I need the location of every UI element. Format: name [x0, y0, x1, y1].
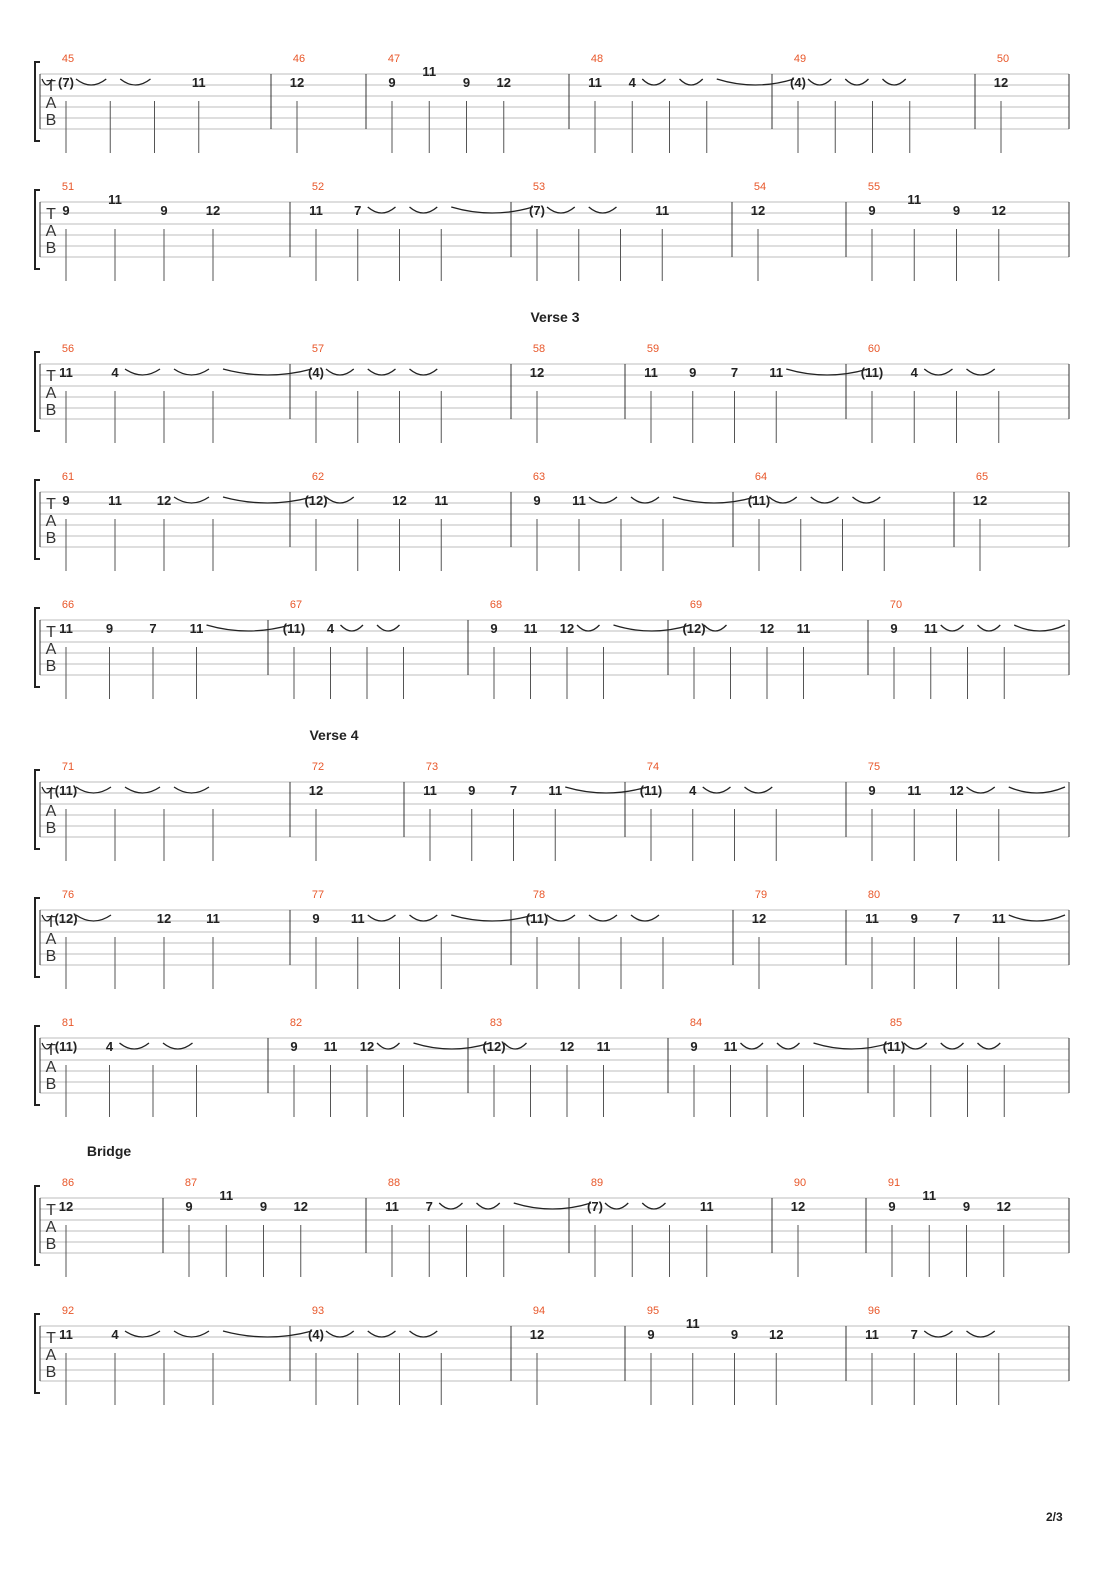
tie-arc — [605, 1203, 628, 1209]
tie-arc — [174, 369, 209, 375]
fret-number: 4 — [628, 75, 636, 90]
measure-number: 92 — [61, 1305, 75, 1317]
measure-number: 90 — [793, 1177, 807, 1189]
page-number: 2/3 — [1046, 1510, 1063, 1524]
fret-number: 11 — [434, 493, 449, 508]
fret-number: 11 — [108, 493, 122, 508]
fret-number: 11 — [655, 203, 670, 218]
tie-arc — [125, 787, 160, 793]
tie-arc — [547, 915, 575, 921]
measure-number: 77 — [311, 889, 325, 901]
system-bracket — [35, 190, 40, 269]
fret-number: (4) — [790, 75, 806, 90]
fret-number: (11) — [282, 621, 306, 636]
fret-number: (12) — [304, 493, 328, 508]
system-bracket — [35, 352, 40, 431]
measure-number: 75 — [867, 761, 881, 773]
tie-arc — [703, 787, 731, 793]
measure-number: 63 — [532, 471, 546, 483]
fret-number: 9 — [312, 911, 320, 926]
fret-number: (11) — [860, 365, 884, 380]
tie-arc — [814, 1043, 891, 1049]
fret-number: 11 — [206, 911, 220, 926]
fret-number: 12 — [790, 1199, 806, 1214]
tab-clef-letter: T — [46, 368, 56, 385]
tie-arc — [326, 369, 354, 375]
tie-arc — [368, 207, 396, 213]
fret-number: 12 — [751, 911, 767, 926]
measure-number: 51 — [61, 181, 75, 193]
tie-arc — [717, 79, 794, 85]
tie-arc — [377, 1043, 400, 1049]
measure-number: 89 — [590, 1177, 604, 1189]
fret-number: 9 — [388, 75, 396, 90]
fret-number: 7 — [509, 783, 518, 798]
fret-number: 12 — [392, 493, 407, 508]
tab-clef-letter: B — [45, 530, 57, 547]
tab-clef-letter: T — [46, 1330, 56, 1347]
tie-arc — [777, 1043, 800, 1049]
tab-clef-letter: T — [46, 78, 56, 95]
tie-arc — [326, 1331, 354, 1337]
fret-number: 9 — [647, 1327, 655, 1342]
fret-number: 4 — [326, 621, 335, 636]
tab-clef-letter: T — [46, 206, 56, 223]
tie-arc — [439, 1203, 462, 1209]
fret-number: 11 — [865, 911, 879, 926]
measure-number: 71 — [61, 761, 75, 773]
tab-clef-letter: A — [45, 223, 57, 240]
tie-arc — [941, 625, 964, 631]
measure-number: 88 — [387, 1177, 401, 1189]
tie-arc — [978, 625, 1001, 631]
tie-arc — [642, 1203, 665, 1209]
tab-clef-letter: B — [45, 240, 57, 257]
fret-number: 11 — [59, 621, 73, 636]
tie-arc — [1009, 787, 1065, 793]
tie-arc — [614, 625, 691, 631]
tie-arc — [414, 1043, 491, 1049]
measure-number: 64 — [754, 471, 768, 483]
fret-number: (12) — [482, 1039, 506, 1054]
measure-number: 79 — [754, 889, 768, 901]
tie-arc — [631, 915, 659, 921]
tie-arc — [76, 915, 111, 921]
fret-number: (11) — [639, 783, 663, 798]
system-bracket — [35, 62, 40, 141]
fret-number: 11 — [907, 783, 922, 798]
measure-number: 95 — [646, 1305, 660, 1317]
fret-number: 7 — [952, 911, 961, 926]
fret-number: 9 — [185, 1199, 193, 1214]
measure-number: 85 — [889, 1017, 903, 1029]
tie-arc — [808, 79, 831, 85]
measure-number: 54 — [753, 181, 767, 193]
fret-number: 9 — [888, 1199, 896, 1214]
fret-number: 11 — [59, 1327, 73, 1342]
tie-arc — [967, 369, 995, 375]
section-label: Verse 4 — [309, 727, 359, 743]
fret-number: 11 — [644, 365, 658, 380]
tie-arc — [451, 207, 533, 213]
system-bracket — [35, 480, 40, 559]
measure-number: 46 — [292, 53, 306, 65]
system-bracket — [35, 608, 40, 687]
tab-clef-letter: T — [46, 914, 56, 931]
fret-number: 12 — [750, 203, 766, 218]
tie-arc — [174, 1331, 209, 1337]
measure-number: 52 — [311, 181, 325, 193]
tab-clef-letter: A — [45, 1347, 57, 1364]
fret-number: (12) — [682, 621, 706, 636]
fret-number: 11 — [723, 1039, 738, 1054]
fret-number: 4 — [910, 365, 918, 380]
tie-arc — [845, 79, 868, 85]
tie-arc — [642, 79, 665, 85]
tab-clef-letter: T — [46, 1042, 56, 1059]
tie-arc — [174, 497, 209, 503]
fret-number: (4) — [308, 1327, 324, 1342]
tie-arc — [589, 207, 617, 213]
fret-number: 9 — [868, 203, 876, 218]
fret-number: (11) — [747, 493, 771, 508]
section-label: Bridge — [86, 1143, 132, 1159]
tie-arc — [368, 1331, 396, 1337]
measure-number: 96 — [867, 1305, 881, 1317]
tie-arc — [547, 207, 575, 213]
tie-arc — [223, 497, 312, 503]
tie-arc — [223, 369, 312, 375]
fret-number: 12 — [529, 1327, 545, 1342]
fret-number: (7) — [529, 203, 545, 218]
measure-number: 53 — [532, 181, 546, 193]
fret-number: (11) — [882, 1039, 906, 1054]
tie-arc — [514, 1203, 591, 1209]
tie-arc — [811, 497, 839, 503]
fret-number: 12 — [559, 621, 575, 636]
tie-arc — [967, 1331, 995, 1337]
fret-number: 4 — [689, 783, 697, 798]
tab-clef-letter: A — [45, 1059, 57, 1076]
measure-number: 47 — [387, 53, 401, 65]
tab-clef-letter: A — [45, 641, 57, 658]
fret-number: 9 — [490, 621, 498, 636]
tab-clef-letter: A — [45, 1219, 57, 1236]
fret-number: (11) — [54, 1039, 78, 1054]
system-bracket — [35, 1314, 40, 1393]
tie-arc — [341, 625, 364, 631]
fret-number: (12) — [54, 911, 78, 926]
fret-number: 9 — [952, 203, 961, 218]
tie-arc — [368, 369, 396, 375]
fret-number: (7) — [58, 75, 74, 90]
fret-number: 11 — [572, 493, 586, 508]
tie-arc — [76, 79, 106, 85]
tab-clef-letter: A — [45, 803, 57, 820]
fret-number: 12 — [205, 203, 221, 218]
tab-clef-letter: A — [45, 95, 57, 112]
tie-arc — [565, 787, 647, 793]
fret-number: 11 — [422, 64, 437, 79]
tie-arc — [125, 1331, 160, 1337]
fret-number: 11 — [699, 1199, 714, 1214]
tie-arc — [577, 625, 600, 631]
tie-arc — [120, 1043, 150, 1049]
tie-arc — [410, 1331, 438, 1337]
measure-number: 67 — [289, 599, 303, 611]
fret-number: 9 — [890, 621, 898, 636]
measure-number: 57 — [311, 343, 325, 355]
tab-clef-letter: A — [45, 385, 57, 402]
tie-arc — [377, 625, 400, 631]
fret-number: 9 — [533, 493, 541, 508]
fret-number: 12 — [293, 1199, 308, 1214]
fret-number: 11 — [309, 203, 323, 218]
fret-number: 4 — [105, 1039, 114, 1054]
tie-arc — [207, 625, 291, 631]
fret-number: 9 — [290, 1039, 298, 1054]
fret-number: 12 — [996, 1199, 1011, 1214]
measure-number: 74 — [646, 761, 660, 773]
fret-number: 11 — [219, 1188, 234, 1203]
tab-clef-letter: B — [45, 1364, 57, 1381]
system-bracket — [35, 898, 40, 977]
tie-arc — [883, 79, 906, 85]
fret-number: (11) — [54, 783, 78, 798]
tab-clef-letter: B — [45, 658, 57, 675]
measure-number: 69 — [689, 599, 703, 611]
measure-number: 50 — [996, 53, 1010, 65]
measure-number: 55 — [867, 181, 881, 193]
fret-number: 11 — [923, 621, 938, 636]
tie-arc — [223, 1331, 312, 1337]
fret-number: 9 — [868, 783, 876, 798]
tie-arc — [120, 79, 150, 85]
fret-number: 9 — [690, 1039, 698, 1054]
fret-number: 11 — [350, 911, 365, 926]
fret-number: 11 — [596, 1039, 611, 1054]
tab-clef-letter: B — [45, 948, 57, 965]
tie-arc — [631, 497, 659, 503]
system-bracket — [35, 1026, 40, 1105]
measure-number: 83 — [489, 1017, 503, 1029]
tie-arc — [504, 1043, 527, 1049]
tab-clef-letter: T — [46, 1202, 56, 1219]
tab-clef-letter: B — [45, 820, 57, 837]
tab-clef-letter: A — [45, 513, 57, 530]
fret-number: 11 — [385, 1199, 399, 1214]
fret-number: 12 — [991, 203, 1006, 218]
fret-number: 7 — [149, 621, 157, 636]
fret-number: 12 — [156, 493, 172, 508]
fret-number: 12 — [289, 75, 305, 90]
fret-number: 4 — [111, 1327, 119, 1342]
fret-number: 11 — [323, 1039, 338, 1054]
tie-arc — [741, 1043, 764, 1049]
fret-number: 12 — [759, 621, 775, 636]
measure-number: 72 — [311, 761, 325, 773]
fret-number: 7 — [354, 203, 362, 218]
tie-arc — [680, 79, 703, 85]
measure-number: 62 — [311, 471, 325, 483]
fret-number: 11 — [588, 75, 602, 90]
fret-number: 11 — [523, 621, 538, 636]
measure-number: 45 — [61, 53, 75, 65]
measure-number: 81 — [61, 1017, 75, 1029]
tie-arc — [924, 369, 952, 375]
tab-clef-letter: T — [46, 624, 56, 641]
tie-arc — [1014, 625, 1065, 631]
tie-arc — [368, 915, 396, 921]
fret-number: 11 — [191, 75, 206, 90]
fret-number: 12 — [58, 1199, 74, 1214]
tie-arc — [410, 207, 438, 213]
measure-number: 91 — [887, 1177, 901, 1189]
system-bracket — [35, 1186, 40, 1265]
fret-number: 11 — [685, 1316, 700, 1331]
measure-number: 49 — [793, 53, 807, 65]
tie-arc — [589, 915, 617, 921]
fret-number: 9 — [730, 1327, 739, 1342]
measure-number: 59 — [646, 343, 660, 355]
fret-number: 9 — [462, 75, 471, 90]
tab-clef-letter: B — [45, 1076, 57, 1093]
measure-number: 56 — [61, 343, 75, 355]
measure-number: 87 — [184, 1177, 198, 1189]
tie-arc — [589, 497, 617, 503]
measure-number: 61 — [61, 471, 75, 483]
tie-arc — [410, 915, 438, 921]
fret-number: 9 — [468, 783, 476, 798]
tie-arc — [853, 497, 881, 503]
fret-number: 9 — [62, 493, 70, 508]
tab-clef-letter: B — [45, 402, 57, 419]
measure-number: 76 — [61, 889, 75, 901]
measure-number: 82 — [289, 1017, 303, 1029]
tie-arc — [410, 369, 438, 375]
measure-number: 58 — [532, 343, 546, 355]
tab-clef-letter: T — [46, 496, 56, 513]
fret-number: 11 — [922, 1188, 937, 1203]
fret-number: 9 — [962, 1199, 971, 1214]
fret-number: 12 — [949, 783, 964, 798]
measure-number: 65 — [975, 471, 989, 483]
fret-number: 11 — [907, 192, 922, 207]
fret-number: 11 — [59, 365, 73, 380]
tie-arc — [477, 1203, 500, 1209]
tie-arc — [125, 369, 160, 375]
fret-number: 11 — [423, 783, 437, 798]
tie-arc — [163, 1043, 193, 1049]
fret-number: 12 — [972, 493, 988, 508]
tie-arc — [941, 1043, 964, 1049]
measure-number: 70 — [889, 599, 903, 611]
fret-number: 12 — [496, 75, 511, 90]
measure-number: 94 — [532, 1305, 546, 1317]
tie-arc — [745, 787, 773, 793]
fret-number: 7 — [910, 1327, 918, 1342]
fret-number: 9 — [105, 621, 114, 636]
fret-number: 11 — [189, 621, 204, 636]
fret-number: 11 — [108, 192, 122, 207]
measure-number: 48 — [590, 53, 604, 65]
fret-number: 11 — [796, 621, 811, 636]
fret-number: 11 — [769, 365, 784, 380]
fret-number: 12 — [529, 365, 545, 380]
fret-number: 7 — [730, 365, 739, 380]
tie-arc — [673, 497, 755, 503]
tie-arc — [704, 625, 727, 631]
measure-number: 60 — [867, 343, 881, 355]
fret-number: 9 — [689, 365, 697, 380]
system-bracket — [35, 770, 40, 849]
tab-clef-letter: B — [45, 1236, 57, 1253]
tie-arc — [978, 1043, 1001, 1049]
tie-arc — [326, 497, 354, 503]
tie-arc — [786, 369, 868, 375]
measure-number: 86 — [61, 1177, 75, 1189]
fret-number: 4 — [111, 365, 119, 380]
section-label: Verse 3 — [530, 309, 580, 325]
fret-number: 9 — [160, 203, 168, 218]
tie-arc — [769, 497, 797, 503]
measure-number: 93 — [311, 1305, 325, 1317]
tie-arc — [451, 915, 533, 921]
fret-number: 11 — [865, 1327, 879, 1342]
tie-arc — [904, 1043, 927, 1049]
fret-number: (11) — [525, 911, 549, 926]
measure-number: 84 — [689, 1017, 703, 1029]
fret-number: 7 — [425, 1199, 433, 1214]
measure-number: 78 — [532, 889, 546, 901]
tie-arc — [76, 787, 111, 793]
measure-number: 80 — [867, 889, 881, 901]
fret-number: 11 — [548, 783, 563, 798]
fret-number: 9 — [259, 1199, 268, 1214]
tie-arc — [174, 787, 209, 793]
fret-number: (7) — [587, 1199, 603, 1214]
fret-number: (4) — [308, 365, 324, 380]
fret-number: 9 — [910, 911, 918, 926]
tab-clef-letter: T — [46, 786, 56, 803]
measure-number: 73 — [425, 761, 439, 773]
tie-arc — [967, 787, 995, 793]
tie-arc — [924, 1331, 952, 1337]
fret-number: 12 — [308, 783, 324, 798]
measure-number: 68 — [489, 599, 503, 611]
fret-number: 11 — [991, 911, 1006, 926]
fret-number: 12 — [359, 1039, 375, 1054]
measure-number: 66 — [61, 599, 75, 611]
tab-clef-letter: B — [45, 112, 57, 129]
tab-clef-letter: A — [45, 931, 57, 948]
fret-number: 12 — [559, 1039, 575, 1054]
tie-arc — [1009, 915, 1065, 921]
fret-number: 12 — [993, 75, 1009, 90]
fret-number: 12 — [156, 911, 172, 926]
fret-number: 9 — [62, 203, 70, 218]
fret-number: 12 — [769, 1327, 784, 1342]
